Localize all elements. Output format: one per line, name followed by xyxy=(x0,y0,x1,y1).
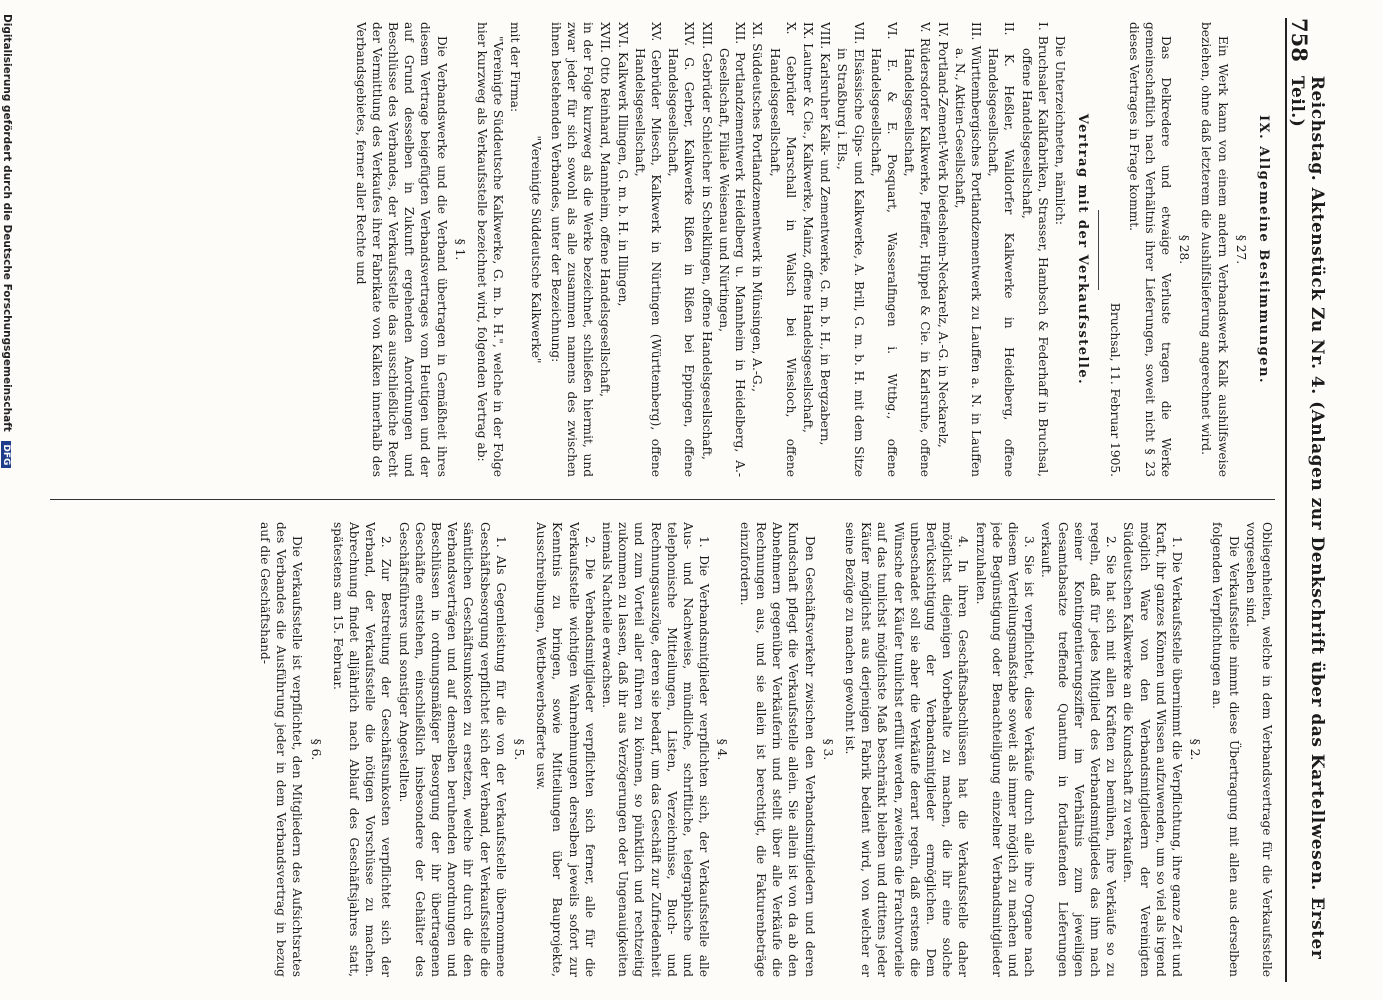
place-date: Bruchsal, 11. Februar 1905. xyxy=(1108,302,1123,477)
page-title: Reichstag. Aktenstück Zu Nr. 4. (Anlagen zur Denkschrift über das Kartellwesen. Erster Teil.) xyxy=(1287,75,1327,960)
section-heading: IX. Allgemeine Bestimmungen. xyxy=(1256,114,1271,385)
member-item: VIII. Karlsruher Kalk- und Zementwerke, G. m. b. H., in Bergzabern, xyxy=(818,22,833,446)
contract-heading: Vertrag mit der Verkaufsstelle. xyxy=(1075,113,1091,386)
paragraph-text: Den Geschäftsverkehr zwischen den Verbandsmitgliedern und deren Kundschaft pflegt die Verkaufsstelle allein. Sie allein ist von da ab den Abnehmern gegenüber Verkäuferin und stellt über alle Verkäufe die Rechnungen aus, und sie allein ist berechtigt, die Fakturenbeträge einzufordern. xyxy=(737,522,817,977)
clause-item: 1. Die Verkaufsstelle übernimmt die Verpflichtung, ihre ganze Zeit und Kraft, ihr ganzes Können und Wissen aufzuwenden, um so viel als irgend möglich Ware von den Verbandsmitgliedern der Vereinigten Süddeutschen Kalkwerke an die Kundschaft zu verkaufen. xyxy=(1121,522,1184,977)
page-number: 758 xyxy=(1287,18,1312,62)
column-divider xyxy=(50,499,1275,500)
clause-item: 1. Die Verbandsmitglieder verpflichten sich, der Verkaufsstelle alle Aus- und Nachweise, mündliche, schriftliche, telegraphische und telephonische Mitteilungen, Listen, Verzeichnisse, Buch- und Rechnungsauszüge, deren sie bedarf, um das Geschäft zur Zufriedenheit und zum Vorteil aller führen zu können, so pünktlich und rechtzeitig zukommen zu lassen, daß ihr aus Verzögerungen oder Ungenauigkeiten niemals Nachteile erwachsen. xyxy=(600,522,712,977)
paragraph-number: § 3. xyxy=(820,738,835,761)
member-item: X. Gebrüder Marschall in Walsch bei Wiesloch, offene Handelsgesellschaft, xyxy=(767,22,798,477)
member-item: XII. Portlandzementwerk Heidelberg u. Mannheim in Heidelberg, A.-Gesellschaft, Filiale Weisenau und Nürtingen, xyxy=(716,22,748,477)
member-item: I. Bruchsaler Kalkfabriken, Strasser, Hambsch & Federhaff in Bruchsal, offene Handelsgesellschaft, xyxy=(1019,22,1050,477)
right-column xyxy=(45,522,1275,977)
paragraph-text: Die Verkaufsstelle nimmt diese Übertragung mit allen aus derselben folgenden Verpflichtungen an. xyxy=(1210,522,1241,977)
member-item: XV. Gebrüder Miesch, Kalkwerk in Nürtingen (Württemberg), offene Handelsgesellschaft, xyxy=(632,22,664,477)
firm-intro: mit der Firma: xyxy=(508,22,523,113)
paragraph-number: § 5. xyxy=(512,738,527,761)
clause-item: 2. Die Verbandsmitglieder verpflichten sich ferner, alle für die Verkaufsstelle wichtigen Wahrnehmungen derselben jeweils sofort zur Kenntnis zu bringen, sowie Mitteilungen über Bauprojekte, Ausschreibungen, Wettbewerbsofferte usw. xyxy=(534,522,597,977)
paragraph-text: Die Verkaufsstelle ist verpflichtet, den Mitgliedern des Aufsichtsrates des Verbandes die Ausführung jeder in dem Verbandsvertrag in bezug auf die Geschäftshand- xyxy=(258,522,305,977)
association-name: "Vereinigte Süddeutsche Kalkwerke" xyxy=(528,135,543,364)
firm-text: "Vereinigte Süddeutsche Kalkwerke, G. m. b. H.", welche in der Folge hier kurzweg als Verkaufsstelle bezeichnet wird, folgenden Vertrag ab: xyxy=(475,22,506,477)
intro-text: Die Unterzeichneten, nämlich: xyxy=(1052,36,1067,226)
paragraph-number: § 6. xyxy=(308,738,323,761)
member-item: IV. Portland-Zement-Werk Diedesheim-Neckarelz, A.-G. in Neckarelz, xyxy=(935,22,950,448)
digitization-credit xyxy=(1,14,13,468)
member-item: XIII. Gebrüder Schleicher in Schelklingen, offene Handelsgesellschaft, xyxy=(699,22,714,460)
paragraph-number: § 2. xyxy=(1188,738,1203,761)
paragraph-text: Ein Werk kann von einem andern Verbandswerk Kalk aushilfsweise beziehen, ohne daß letzterem die Aushilfslieferung angerechnet wird. xyxy=(1199,22,1230,477)
member-item: VI. E. & E. Posquart, Wasseralfingen i. Wttbg., offene Handelsgesellschaft, xyxy=(868,22,899,477)
clause-item: 2. Sie hat sich mit allen Kräften zu bemühen, ihre Verkäufe so zu regeln, daß für jedes Mitglied des Verbandsmitgliedes das ihm nach seiner Kontingentierungsziffer im Verhältnis zum jeweiligen Gesamtabsatze treffende Quantum in fortlaufenden Lieferungen verkauft. xyxy=(1039,522,1119,977)
paragraph-text: Das Delkredere und etwaige Verluste tragen die Werke gemeinschaftlich nach Verhältnis ihrer Lieferungen, soweit nicht § 23 dieses Vertrages in Frage kommt. xyxy=(1126,22,1173,477)
member-item: V. Rüdersdorfer Kalkwerke, Pfeiffer, Hüppel & Cie. in Karlsruhe, offene Handelsgesellschaft, xyxy=(902,22,933,477)
member-item: II. K. Heßler, Walldorfer Kalkwerke in Heidelberg, offene Handelsgesellschaft, xyxy=(986,22,1017,477)
left-column xyxy=(45,22,1275,477)
paragraph-number: § 1. xyxy=(452,238,467,261)
paragraph-number: § 4. xyxy=(715,738,730,761)
clause-item: 4. In ihren Geschäftsabschlüssen hat die Verkaufsstelle daher möglichst diejenigen Vorbehalte zu machen, die ihr eine solche Berücksichtigung der Verbandsmitglieder ermöglichen. Dem unbeschadet soll sie aber die Verkäufe derart regeln, daß erstens die Wünsche der Käufer tunlichst erfüllt werden, zweitens die Frachtvorteile auf das tunlichst möglichste Maß beschränkt bleiben und drittens jeder Käufer möglichst aus derjenigen Fabrik bedient wird, von welcher er seine Bezüge zu machen gewohnt ist. xyxy=(842,522,971,977)
clause-item: 2. Zur Bestreitung der Geschäftsunkosten verpflichtet sich der Verband, der Verkaufsstelle die nötigen Vorschüsse zu machen. Abrechnung findet alljährlich nach Ablauf des Geschäftsjahres statt, spätestens am 15. Februar. xyxy=(330,522,394,977)
member-item: XI. Süddeutsches Portlandzementwerk in Münsingen, A.-G., xyxy=(750,22,765,392)
paragraph-number: § 27. xyxy=(1233,234,1248,265)
member-item: III. Württembergisches Portlandzementwerk zu Lauffen a. N. in Lauffen a. N., Aktien-Gesellschaft, xyxy=(952,22,983,477)
member-item: VII. Elsässische Gips- und Kalkwerke, A. Brill, G. m. b. H. mit dem Sitze in Straßburg i. Els., xyxy=(835,22,866,477)
dfg-logo: DFG xyxy=(1,441,11,468)
member-item: XVI. Kalkwerk Illingen, G. m. b. H. in Illingen, xyxy=(615,22,630,307)
member-item: XVII. Otto Reinhard, Mannheim, offene Handelsgesellschaft, xyxy=(598,22,613,397)
clause-item: 3. Sie ist verpflichtet, diese Verkäufe durch alle ihre Organe nach diesem Verteilungsmaßstabe soweit als immer möglich zu machen und jede Begünstigung oder Benachteiligung einzelner Verbandsmitglieder fernzuhalten. xyxy=(973,522,1037,977)
paragraph-text: Obliegenheiten, welche in dem Verbandsvertrage für die Verkaufsstelle vorgesehen sind. xyxy=(1243,522,1274,977)
separator xyxy=(1098,210,1099,290)
naming-text: in der Folge kurzweg als die Werke bezeichnet, schließen hiermit, und zwar jeder für sich sowohl als alle zusammen namens des zwischen ihnen bestehenden Verbandes, unter der Bezeichnung: xyxy=(548,22,596,477)
member-item: XIV. G. Gerber, Kalkwerke Rißen in Rißen bei Eppingen, offene Handelsgesellschaft, xyxy=(666,22,697,477)
page-header xyxy=(1285,18,1325,982)
clause-item: 1. Als Gegenleistung für die von der Verkaufsstelle übernommene Geschäftsbesorgung verpflichtet sich der Verband, der Verkaufsstelle die sämtlichen Geschäftsunkosten zu ersetzen, welche ihr durch die den Verbandsverträgen und auf demselben beruhenden Anordnungen und Beschlüssen in ordnungsmäßiger Besorgung der ihr übertragenen Geschäfte entstehen, einschließlich insbesondere der Gehälter des Geschäftsführers und sonstiger Angestellten. xyxy=(396,522,508,977)
credit-text: Digitalisierung gefördert durch die Deutsche Forschungsgemeinschaft xyxy=(1,14,13,432)
paragraph-number: § 28. xyxy=(1177,234,1192,265)
member-item: IX. Lautner & Cie., Kalkwerke, Mainz, offene Handelsgesellschaft, xyxy=(800,22,815,433)
paragraph-text: Die Verbandswerke und die Verband übertragen in Gemäßheit ihres diesem Vertrage beigefügten Verbandsvertrages vom Heutigen und der auf Grund desselben in Zukunft ergehenden Anordnungen und Beschlüsse des Verbandes, der Verkaufsstelle das ausschließliche Recht der Vermittlung des Verkaufes ihrer Fabrikate von Kalken innerhalb des Verbandsgebietes, ferner aller Rechte und xyxy=(353,22,449,477)
